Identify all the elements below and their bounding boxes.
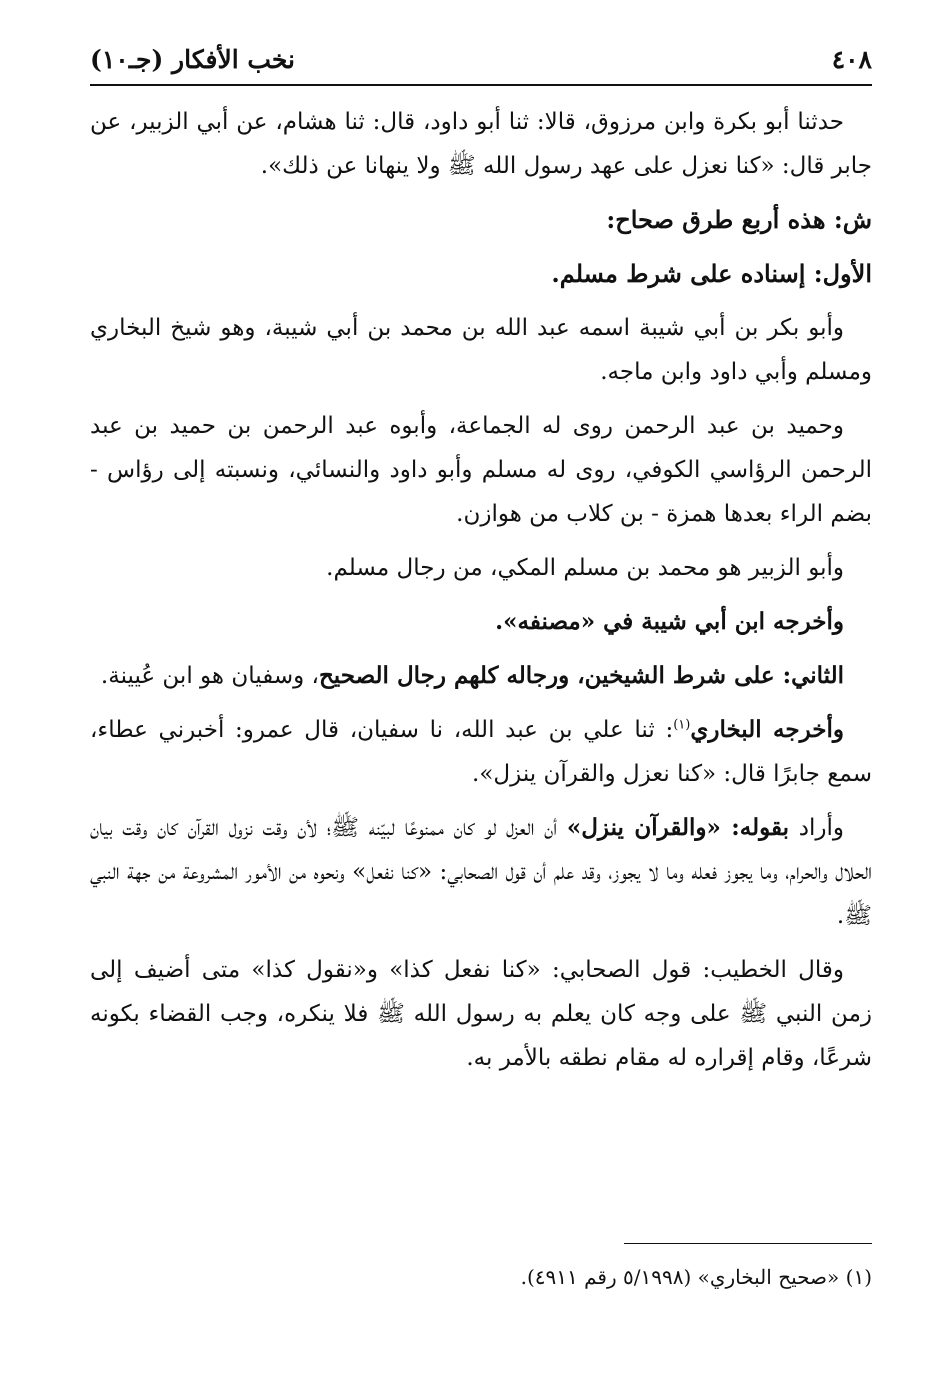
- paragraph: [90, 546, 872, 590]
- footnote: (١) «صحيح البخاري» (٥/١٩٩٨ رقم ٤٩١١).: [520, 1265, 872, 1289]
- text-run: : ثنا علي بن عبد الله، نا سفيان، قال عمرو: أخبرني عطاء، سمع جابرًا قال: «كنا نعزل والقرآن ينزل».: [90, 717, 872, 787]
- paragraph: [90, 948, 872, 1080]
- page-number: ٤٠٨: [831, 45, 872, 74]
- paragraph: [90, 306, 872, 394]
- paragraph: [90, 100, 872, 188]
- text-run: وأبو الزبير هو محمد بن مسلم المكي، من رجال مسلم.: [326, 555, 844, 581]
- text-run: الثاني: على شرط الشيخين، ورجاله كلهم رجال الصحيح: [318, 662, 844, 689]
- header-rule: [90, 84, 872, 86]
- text-run: ش: هذه أربع طرق صحاح:: [606, 205, 872, 234]
- paragraph: [90, 404, 872, 536]
- section-heading: [90, 252, 872, 296]
- footnote-rule: [624, 1243, 872, 1244]
- text-run: وأخرجه البخاري: [690, 716, 844, 743]
- text-run: بقوله: «والقرآن ينزل»: [566, 814, 790, 841]
- paragraph: [90, 654, 872, 698]
- text-run: وأبو بكر بن أبي شيبة اسمه عبد الله بن محمد بن أبي شيبة، وهو شيخ البخاري ومسلم وأبي داود وابن ماجه.: [90, 315, 872, 385]
- section-heading: [90, 198, 872, 242]
- text-run: وأخرجه ابن أبي شيبة في «مصنفه».: [495, 608, 844, 635]
- text-run: ، وسفيان هو ابن عُيينة.: [100, 663, 319, 689]
- text-run: الأول: إسناده على شرط مسلم.: [551, 259, 872, 288]
- text-run: حدثنا أبو بكرة وابن مرزوق، قالا: ثنا أبو داود، قال: ثنا هشام، عن أبي الزبير، عن جابر قال: «كنا نعزل على عهد رسول الله ﷺ ولا ينهانا عن ذلك».: [90, 109, 872, 179]
- page: [90, 40, 872, 1090]
- text-run: وحميد بن عبد الرحمن روى له الجماعة، وأبوه عبد الرحمن بن حميد بن عبد الرحمن الرؤاسي الكوفي، روى له مسلم وأبو داود والنسائي، ونسبته إلى رؤاس - بضم الراء بعدها همزة - بن كلاب من هوازن.: [90, 413, 872, 527]
- paragraph: [90, 708, 872, 796]
- book-title: نخب الأفكار (جـ١٠): [90, 45, 296, 74]
- text-run: وأراد: [789, 815, 844, 841]
- paragraph: [90, 806, 872, 938]
- text-run: أن العزل لو كان ممنوعًا لبيّنه ﷺ؛ لأن وقت نزول القرآن كان وقت بيان الحلال والحرام، وما يجوز فعله وما لا يجوز، وقد علم أن قول الصحابي: «كنا نفعل» ونحوه من الأمور المشروعة من جهة النبي ﷺ.: [90, 815, 872, 929]
- paragraph: [90, 600, 872, 644]
- footnote-ref: (١): [673, 717, 691, 733]
- text-run: وقال الخطيب: قول الصحابي: «كنا نفعل كذا» و«نقول كذا» متى أضيف إلى زمن النبي ﷺ على وجه كان يعلم به رسول الله ﷺ فلا ينكره، وجب القضاء بكونه شرعًا، وقام إقراره له مقام نطقه بالأمر به.: [90, 957, 872, 1071]
- page-header: [90, 40, 872, 80]
- body-text: [90, 100, 872, 1080]
